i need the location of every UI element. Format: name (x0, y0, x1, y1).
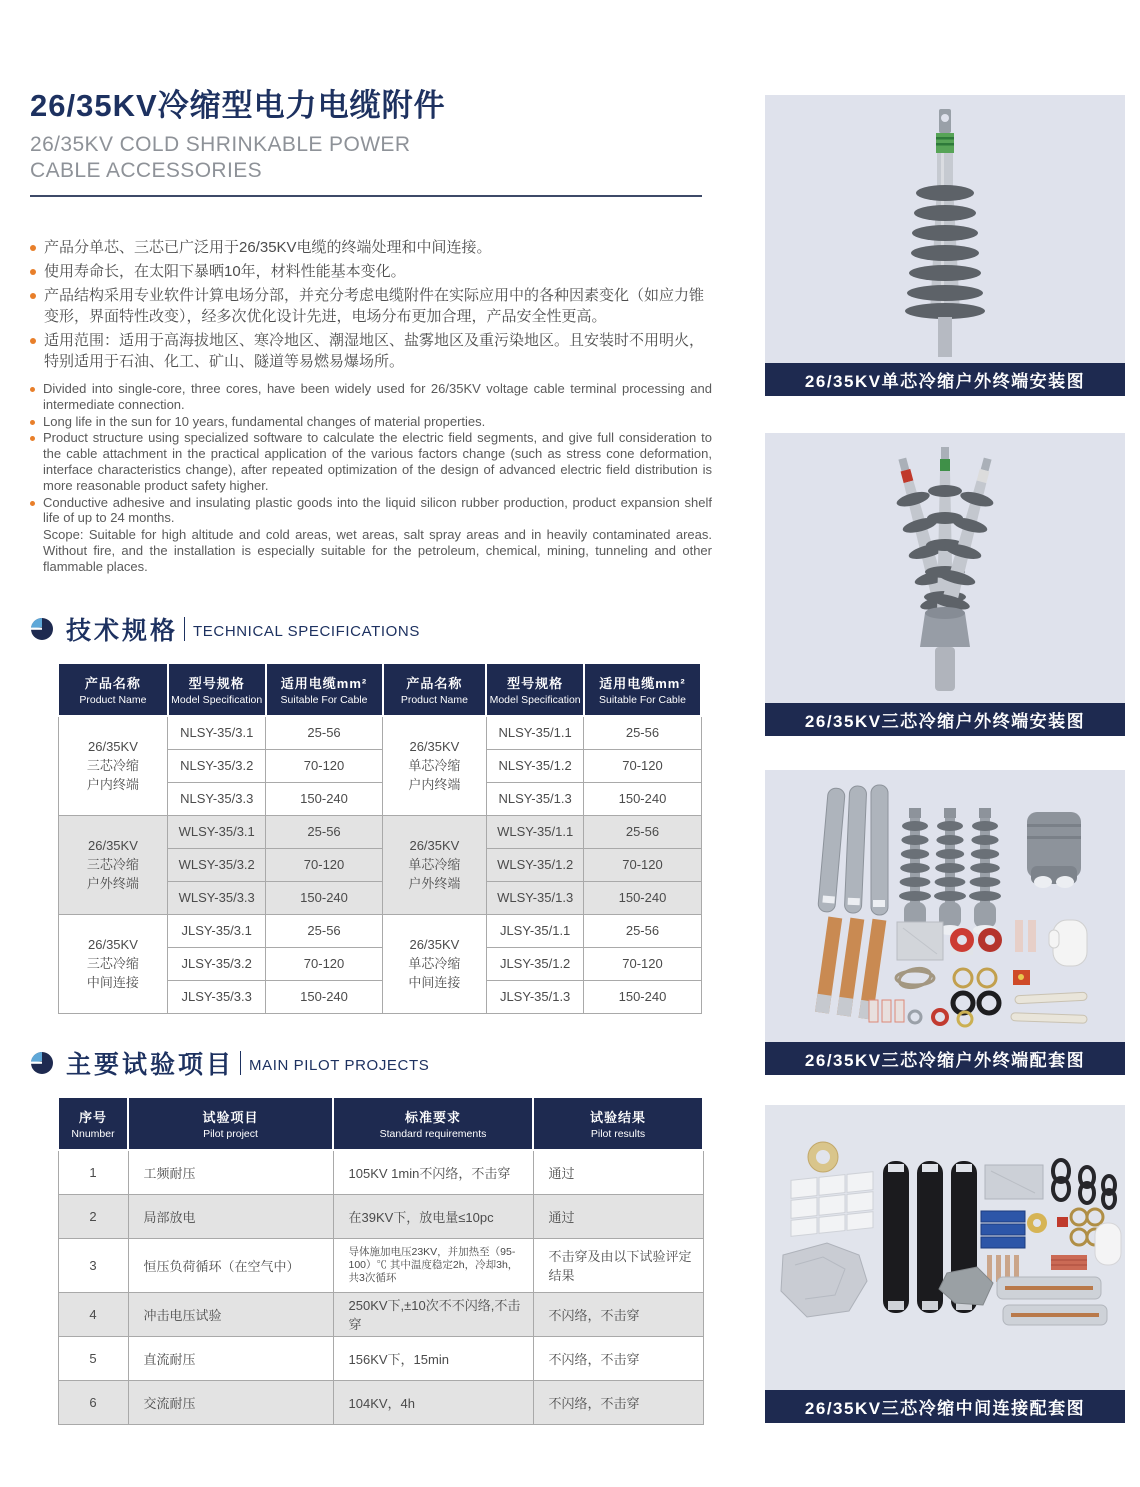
section-title-cn: 主要试验项目 (66, 1051, 235, 1079)
column-header: 适用电缆mm² Suitable For Cable (266, 663, 383, 716)
result-cell: 不闪络，不击穿 (533, 1380, 703, 1424)
table-row (58, 914, 701, 947)
cable-range-cell: 150-240 (584, 980, 701, 1013)
page-subtitle (30, 132, 704, 184)
figure-caption: 26/35KV三芯冷缩中间连接配套图 (765, 1390, 1125, 1423)
product-name-cell: 26/35KV 单芯冷缩 户外终端 (383, 815, 487, 914)
section-title-divider (184, 617, 185, 641)
product-name-cell: 26/35KV 三芯冷缩 中间连接 (58, 914, 168, 1013)
number-cell: 3 (58, 1238, 128, 1292)
model-cell: JLSY-35/3.1 (168, 914, 266, 947)
figure-intermediate-connection-kit (765, 1105, 1125, 1423)
column-header: 产品名称 Product Name (58, 663, 168, 716)
project-cell: 工频耐压 (128, 1150, 333, 1194)
table-row (58, 1238, 703, 1292)
table-row (58, 1150, 703, 1194)
section-sphere-icon (30, 617, 54, 641)
subtitle-line-1: 26/35KV COLD SHRINKABLE POWER (30, 133, 411, 156)
table-row (58, 1194, 703, 1238)
result-cell: 不闪络，不击穿 (533, 1292, 703, 1336)
cable-range-cell: 25-56 (584, 716, 701, 749)
model-cell: WLSY-35/3.1 (168, 815, 266, 848)
product-name-cell: 26/35KV 单芯冷缩 户内终端 (383, 716, 487, 815)
bullet-text: Long life in the sun for 10 years, fundamental changes of material properties. (43, 413, 486, 429)
bullet-icon (30, 269, 36, 275)
project-cell: 直流耐压 (128, 1336, 333, 1380)
product-name-cell: 26/35KV 三芯冷缩 户内终端 (58, 716, 168, 815)
section-header (30, 612, 710, 646)
page-title: 26/35KV冷缩型电力电缆附件 (30, 88, 446, 123)
cable-range-cell: 150-240 (266, 980, 383, 1013)
model-cell: NLSY-35/1.3 (486, 782, 584, 815)
cable-range-cell: 150-240 (584, 782, 701, 815)
product-photo-single-core-terminal (765, 95, 1125, 363)
bullet-icon (30, 293, 36, 299)
table-row (58, 1380, 703, 1424)
number-cell: 6 (58, 1380, 128, 1424)
figure-three-core-outdoor-terminal (765, 433, 1125, 736)
project-cell: 恒压负荷循环（在空气中） (128, 1238, 333, 1292)
cable-range-cell: 70-120 (266, 848, 383, 881)
column-header: 适用电缆mm² Suitable For Cable (584, 663, 701, 716)
project-cell: 局部放电 (128, 1194, 333, 1238)
column-header: 型号规格 Model Specification (486, 663, 584, 716)
bullet-icon (30, 387, 35, 392)
column-header: 产品名称 Product Name (383, 663, 487, 716)
bullet-icon (30, 338, 36, 344)
model-cell: NLSY-35/1.1 (486, 716, 584, 749)
section-main-pilot-projects (30, 1046, 710, 1425)
cable-range-cell: 25-56 (584, 815, 701, 848)
bullet-icon (30, 436, 35, 441)
model-cell: WLSY-35/1.1 (486, 815, 584, 848)
figure-three-core-terminal-kit (765, 770, 1125, 1075)
section-technical-specifications (30, 612, 710, 1014)
scope-note: Scope: Suitable for high altitude and cold areas, wet areas, salt spray areas and in heavily contaminated areas. Without fire, and the installation is especially suitable for the petroleum, chemical, mining, tunneling and other flammable places. (43, 527, 712, 574)
number-cell: 1 (58, 1150, 128, 1194)
list-item (30, 285, 712, 327)
masthead (30, 80, 704, 197)
cable-range-cell: 150-240 (584, 881, 701, 914)
model-cell: JLSY-35/3.3 (168, 980, 266, 1013)
table-row (58, 1336, 703, 1380)
table-row (58, 716, 701, 749)
section-title-divider (240, 1051, 241, 1075)
section-sphere-icon (30, 1051, 54, 1075)
column-header: 试验结果 Pilot results (533, 1097, 703, 1150)
model-cell: JLSY-35/1.2 (486, 947, 584, 980)
table-header-row (58, 1097, 703, 1150)
bullet-text: Divided into single-core, three cores, have been widely used for 26/35KV voltage cable terminal processing and intermediate connection. (43, 381, 712, 412)
cable-range-cell: 70-120 (584, 749, 701, 782)
table-row (58, 1292, 703, 1336)
column-header: 序号 Nnumber (58, 1097, 128, 1150)
list-item (30, 381, 712, 413)
product-photo-terminal-kit (765, 770, 1125, 1042)
cable-range-cell: 25-56 (584, 914, 701, 947)
requirement-cell: 导体施加电压23KV，并加热至（95-100）℃ 其中温度稳定2h，冷却3h，共3次循环 (333, 1238, 533, 1292)
model-cell: WLSY-35/1.3 (486, 881, 584, 914)
cable-range-cell: 70-120 (266, 947, 383, 980)
requirement-cell: 105KV 1min不闪络，不击穿 (333, 1150, 533, 1194)
table-row (58, 815, 701, 848)
result-cell: 通过 (533, 1150, 703, 1194)
header-divider (30, 195, 702, 197)
model-cell: WLSY-35/1.2 (486, 848, 584, 881)
model-cell: WLSY-35/3.2 (168, 848, 266, 881)
intro-chinese (30, 237, 712, 375)
product-photo-three-core-terminal (765, 433, 1125, 703)
model-cell: WLSY-35/3.3 (168, 881, 266, 914)
bullet-text: Product structure using specialized software to calculate the electric field segments, and give full consideration to the cable attachment in the practical application of the various factors change (such as stress cone deformation, interface characteristics change), after repeated optimization of the design of advanced electric field distribution is more reasonable product safety higher. (43, 430, 712, 493)
number-cell: 4 (58, 1292, 128, 1336)
model-cell: NLSY-35/3.2 (168, 749, 266, 782)
list-item (30, 330, 712, 372)
model-cell: NLSY-35/3.3 (168, 782, 266, 815)
list-item (30, 495, 712, 527)
section-title-cn: 技术规格 (66, 617, 179, 645)
column-header: 标准要求 Standard requirements (333, 1097, 533, 1150)
requirement-cell: 250KV下,±10次不不闪络,不击穿 (333, 1292, 533, 1336)
bullet-text: 适用范围：适用于高海拔地区、寒冷地区、潮湿地区、盐雾地区及重污染地区。且安装时不用明火，特别适用于石油、化工、矿山、隧道等易燃易爆场所。 (44, 332, 705, 370)
subtitle-line-2: CABLE ACCESSORIES (30, 159, 263, 183)
cable-range-cell: 70-120 (584, 848, 701, 881)
bullet-icon (30, 501, 35, 506)
product-photo-connection-kit (765, 1105, 1125, 1390)
bullet-text: 产品分单芯、三芯已广泛用于26/35KV电缆的终端处理和中间连接。 (44, 239, 492, 256)
intro-english (30, 381, 712, 575)
model-cell: JLSY-35/1.1 (486, 914, 584, 947)
figure-single-core-outdoor-terminal (765, 95, 1125, 396)
number-cell: 5 (58, 1336, 128, 1380)
bullet-text: 产品结构采用专业软件计算电场分部，并充分考虑电缆附件在实际应用中的各种因素变化（如应力锥变形，界面特性改变），经多次优化设计先进，电场分布更加合理，产品安全性更高。 (44, 287, 705, 325)
cable-range-cell: 25-56 (266, 914, 383, 947)
list-item (30, 237, 712, 258)
technical-specifications-table (57, 662, 702, 1014)
bullet-text: Conductive adhesive and insulating plastic goods into the liquid silicon rubber production, product expansion shelf life of up to 24 months. (43, 494, 712, 526)
number-cell: 2 (58, 1194, 128, 1238)
product-name-cell: 26/35KV 单芯冷缩 中间连接 (383, 914, 487, 1013)
result-cell: 不击穿及由以下试验评定结果 (533, 1238, 703, 1292)
table-header-row (58, 663, 701, 716)
bullet-icon (30, 245, 36, 251)
cable-range-cell: 150-240 (266, 782, 383, 815)
list-item (30, 414, 712, 430)
figure-caption: 26/35KV三芯冷缩户外终端安装图 (765, 703, 1125, 736)
column-header: 型号规格 Model Specification (168, 663, 266, 716)
cable-range-cell: 70-120 (584, 947, 701, 980)
bullet-icon (30, 420, 35, 425)
requirement-cell: 在39KV下，放电量≤10pc (333, 1194, 533, 1238)
model-cell: NLSY-35/1.2 (486, 749, 584, 782)
product-name-cell: 26/35KV 三芯冷缩 户外终端 (58, 815, 168, 914)
result-cell: 不闪络，不击穿 (533, 1336, 703, 1380)
model-cell: JLSY-35/1.3 (486, 980, 584, 1013)
requirement-cell: 104KV，4h (333, 1380, 533, 1424)
requirement-cell: 156KV下，15min (333, 1336, 533, 1380)
cable-range-cell: 25-56 (266, 716, 383, 749)
bullet-text: 使用寿命长，在太阳下暴晒10年，材料性能基本变化。 (44, 263, 406, 280)
section-title-en: MAIN PILOT PROJECTS (249, 1056, 430, 1074)
model-cell: JLSY-35/3.2 (168, 947, 266, 980)
cable-range-cell: 150-240 (266, 881, 383, 914)
cable-range-cell: 70-120 (266, 749, 383, 782)
section-header (30, 1046, 710, 1080)
project-cell: 冲击电压试验 (128, 1292, 333, 1336)
column-header: 试验项目 Pilot project (128, 1097, 333, 1150)
cable-range-cell: 25-56 (266, 815, 383, 848)
figure-caption: 26/35KV三芯冷缩户外终端配套图 (765, 1042, 1125, 1075)
figure-caption: 26/35KV单芯冷缩户外终端安装图 (765, 363, 1125, 396)
project-cell: 交流耐压 (128, 1380, 333, 1424)
main-pilot-projects-table (57, 1096, 704, 1425)
list-item (30, 430, 712, 493)
list-item (30, 261, 712, 282)
result-cell: 通过 (533, 1194, 703, 1238)
section-title-en: TECHNICAL SPECIFICATIONS (193, 622, 420, 640)
model-cell: NLSY-35/3.1 (168, 716, 266, 749)
